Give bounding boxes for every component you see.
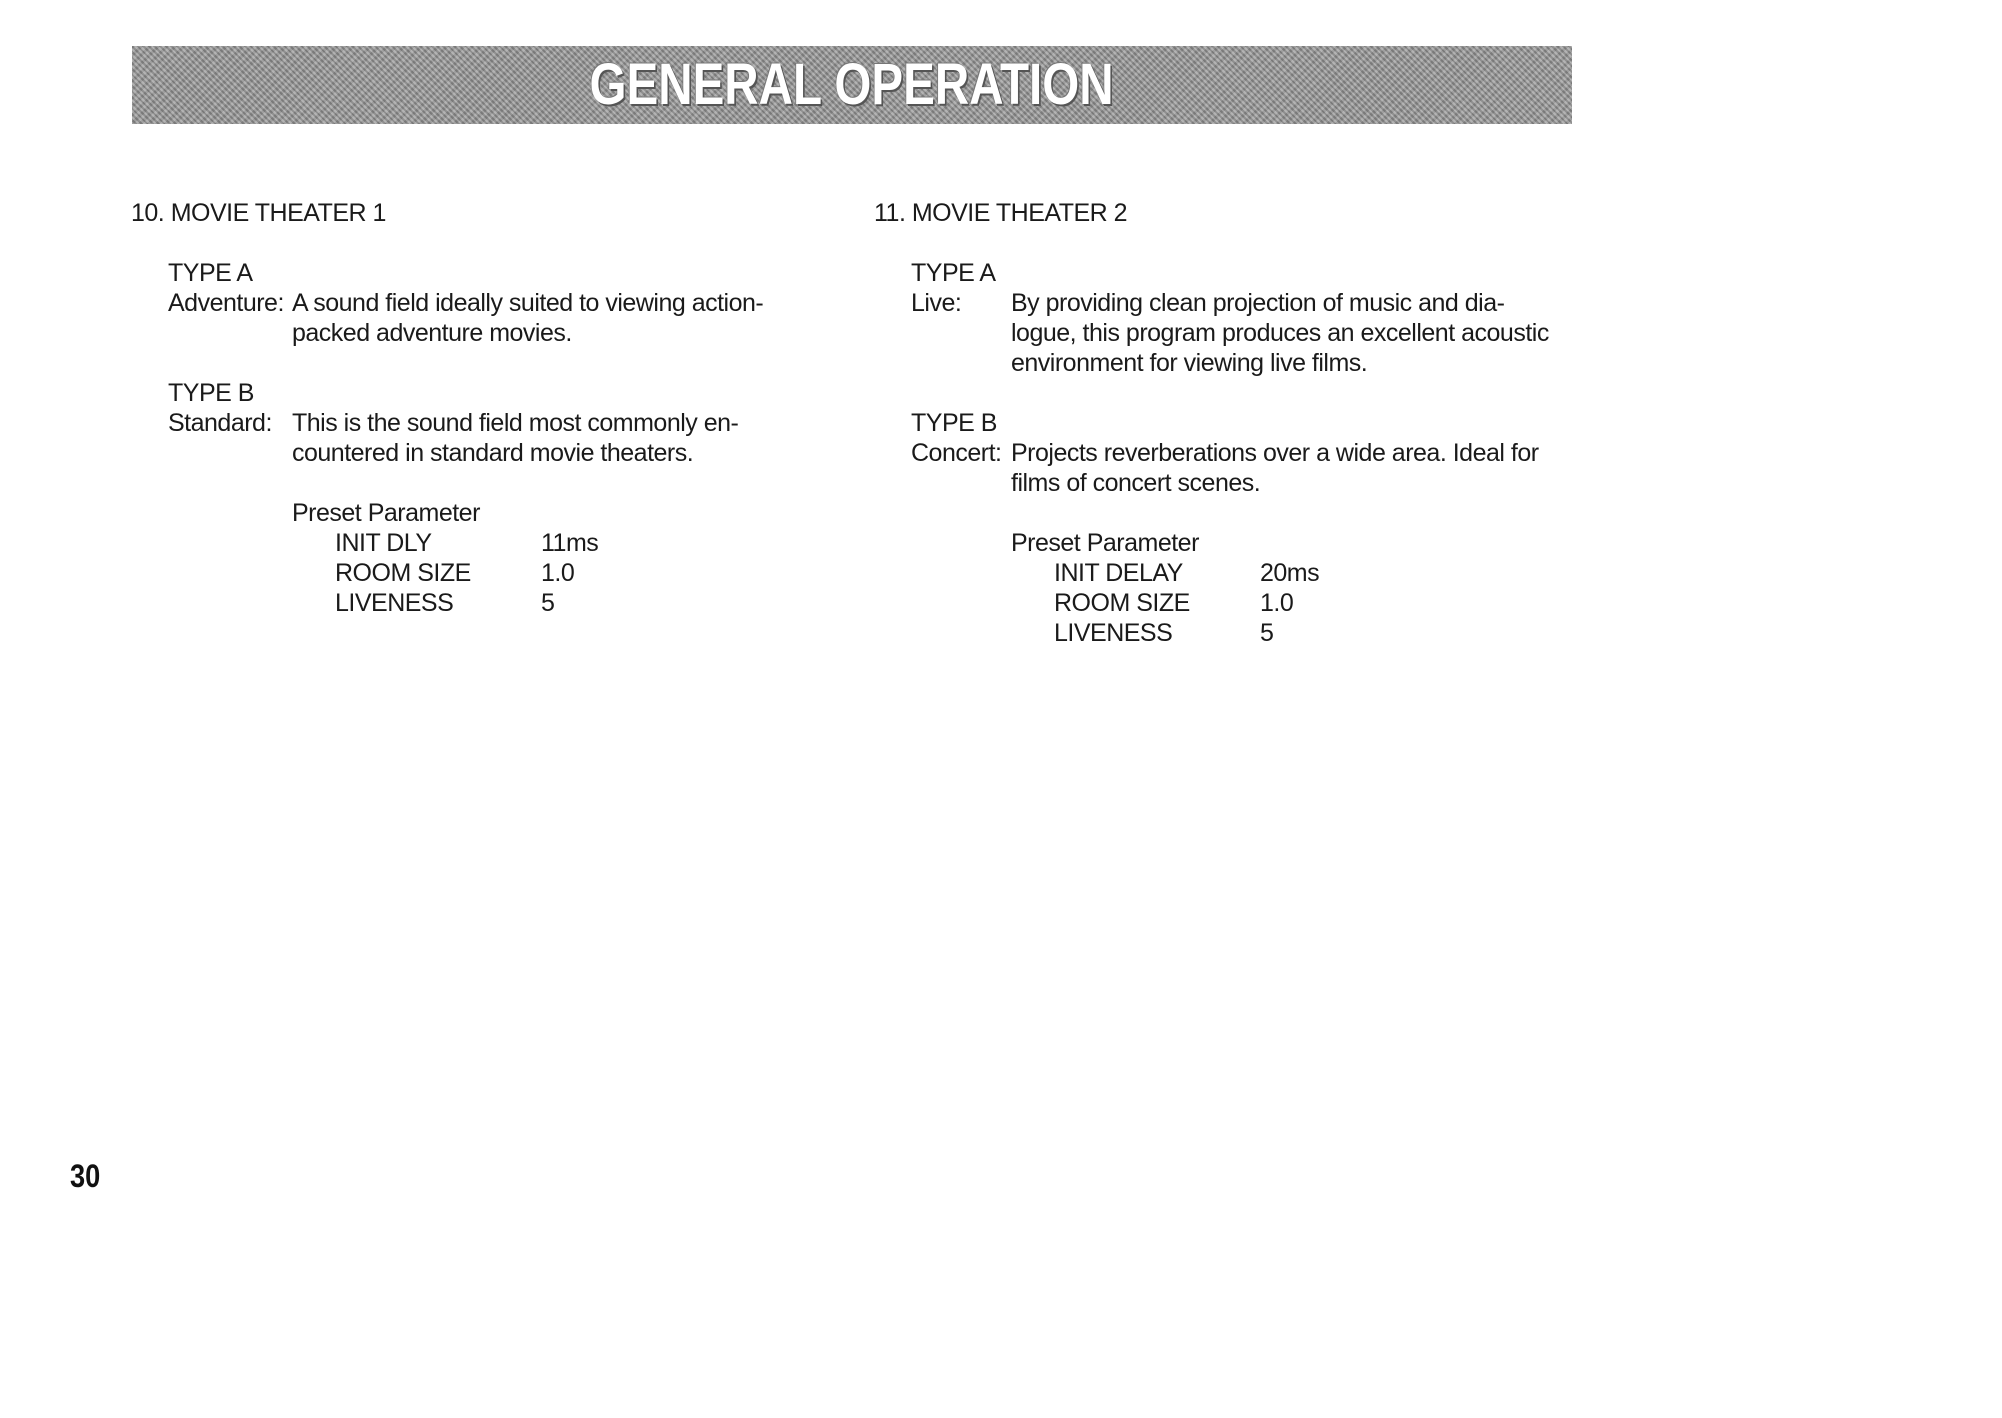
type-description (1011, 288, 1594, 378)
param-value: 1.0 (1260, 589, 1294, 617)
type-label: TYPE B (168, 379, 254, 407)
type-term: Live: (911, 289, 962, 317)
type-label: TYPE B (911, 409, 997, 437)
param-name: INIT DLY (335, 529, 432, 557)
type-block (168, 258, 891, 618)
description-line: countered in standard movie theaters. (292, 439, 694, 467)
type-term: Standard: (168, 409, 272, 437)
param-value: 20ms (1260, 559, 1320, 587)
type-label: TYPE A (168, 259, 253, 287)
type-entry (911, 288, 1594, 378)
type-description (1011, 438, 1594, 498)
section-movie-theater-2 (874, 198, 1594, 648)
param-name: LIVENESS (1054, 619, 1173, 647)
param-name: ROOM SIZE (1054, 589, 1190, 617)
param-value: 5 (541, 589, 555, 617)
preset-title: Preset Parameter (292, 499, 480, 527)
param-row (1054, 618, 1594, 648)
type-description (292, 288, 891, 348)
description-line: Projects reverberations over a wide area. Ideal for (1011, 439, 1539, 467)
page-title: GENERAL OPERATION (589, 52, 1115, 117)
param-row (335, 588, 891, 618)
type-entry (168, 288, 891, 348)
description-line: A sound field ideally suited to viewing action- (292, 289, 764, 317)
param-value: 11ms (541, 529, 599, 557)
param-row (335, 528, 891, 558)
param-row (1054, 558, 1594, 588)
param-row (335, 558, 891, 588)
type-term: Adventure: (168, 289, 284, 317)
type-entry (168, 408, 891, 468)
param-name: LIVENESS (335, 589, 454, 617)
param-value: 5 (1260, 619, 1274, 647)
type-term: Concert: (911, 439, 1002, 467)
param-value: 1.0 (541, 559, 575, 587)
description-line: films of concert scenes. (1011, 469, 1261, 497)
page-number: 30 (70, 1158, 101, 1194)
param-name: INIT DELAY (1054, 559, 1183, 587)
type-block (911, 258, 1594, 648)
preset-parameters (292, 498, 891, 618)
description-line: logue, this program produces an excellent acoustic (1011, 319, 1549, 347)
preset-title: Preset Parameter (1011, 529, 1199, 557)
param-name: ROOM SIZE (335, 559, 471, 587)
description-line: This is the sound field most commonly en- (292, 409, 739, 437)
header-banner (132, 46, 1572, 124)
type-label: TYPE A (911, 259, 996, 287)
description-line: packed adventure movies. (292, 319, 572, 347)
section-heading: 11. MOVIE THEATER 2 (874, 199, 1128, 227)
description-line: By providing clean projection of music and dia- (1011, 289, 1505, 317)
type-entry (911, 438, 1594, 498)
preset-parameters (1011, 528, 1594, 648)
section-movie-theater-1 (131, 198, 891, 618)
param-row (1054, 588, 1594, 618)
type-description (292, 408, 891, 468)
section-heading: 10. MOVIE THEATER 1 (131, 199, 386, 227)
description-line: environment for viewing live films. (1011, 349, 1368, 377)
